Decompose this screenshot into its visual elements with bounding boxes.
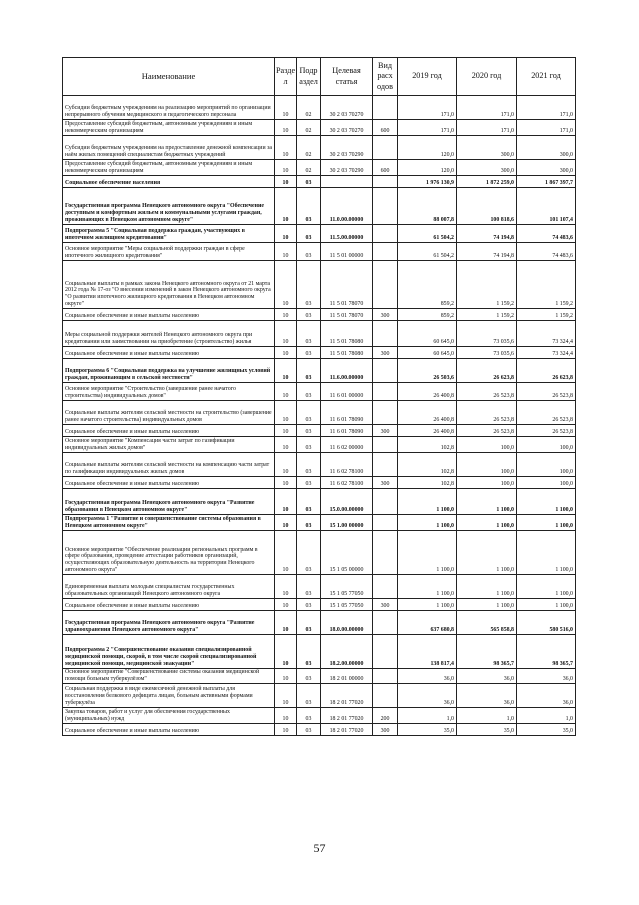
cell-year-2020: 26 623,8 bbox=[457, 359, 517, 383]
cell-year-2019: 1 976 130,9 bbox=[398, 176, 457, 188]
cell-expense-type: 300 bbox=[373, 347, 398, 359]
cell-year-2019: 26 503,6 bbox=[398, 359, 457, 383]
cell-year-2019: 26 400,8 bbox=[398, 425, 457, 437]
header-subsection: Подр аздел bbox=[297, 58, 321, 96]
cell-year-2021: 1 100,0 bbox=[517, 575, 576, 599]
cell-name: Подпрограмма 5 "Социальная поддержка граждан, участвующих в ипотечном жилищном кредитовании" bbox=[63, 225, 275, 243]
cell-name: Социальное обеспечение и иные выплаты населению bbox=[63, 347, 275, 359]
cell-target-article: 18.2.00.00000 bbox=[321, 635, 373, 669]
cell-expense-type bbox=[373, 136, 398, 160]
cell-year-2020: 100,0 bbox=[457, 453, 517, 477]
cell-section: 10 bbox=[275, 477, 297, 489]
cell-year-2020: 171,0 bbox=[457, 96, 517, 120]
cell-target-article: 30 2 03 70270 bbox=[321, 120, 373, 136]
table-body bbox=[63, 96, 576, 736]
cell-year-2021: 1 867 397,7 bbox=[517, 176, 576, 188]
cell-year-2021: 74 483,6 bbox=[517, 243, 576, 261]
cell-subsection: 03 bbox=[297, 683, 321, 707]
cell-subsection: 03 bbox=[297, 669, 321, 684]
cell-name: Предоставление субсидий бюджетным, автономным учреждениям и иным некоммерческим организациям bbox=[63, 120, 275, 136]
cell-expense-type: 300 bbox=[373, 309, 398, 321]
cell-year-2021: 73 324,4 bbox=[517, 321, 576, 347]
cell-section: 10 bbox=[275, 225, 297, 243]
table-row bbox=[63, 225, 576, 243]
cell-year-2019: 1 100,0 bbox=[398, 599, 457, 611]
cell-year-2019: 60 645,0 bbox=[398, 347, 457, 359]
cell-year-2019: 61 504,2 bbox=[398, 243, 457, 261]
cell-section: 10 bbox=[275, 321, 297, 347]
table-row bbox=[63, 160, 576, 176]
cell-name: Социальное обеспечение и иные выплаты населению bbox=[63, 723, 275, 735]
cell-expense-type bbox=[373, 321, 398, 347]
table-row bbox=[63, 575, 576, 599]
cell-subsection: 03 bbox=[297, 243, 321, 261]
cell-year-2020: 1 100,0 bbox=[457, 515, 517, 531]
cell-expense-type bbox=[373, 96, 398, 120]
budget-table-container bbox=[62, 57, 575, 736]
cell-name: Основное мероприятие "Обеспечение реализации региональных программ в сфере образования, проведение аттестации работников организаций, осуществляющих образовательную деятельность на территории Ненецкого автономного округа" bbox=[63, 531, 275, 575]
cell-expense-type bbox=[373, 176, 398, 188]
cell-name: Социальные выплаты жителям сельской местности на строительство (завершение ранее начатого строительства) индивидуальных домов bbox=[63, 401, 275, 425]
cell-year-2020: 73 035,6 bbox=[457, 347, 517, 359]
cell-year-2019: 88 007,8 bbox=[398, 188, 457, 225]
cell-year-2019: 102,8 bbox=[398, 477, 457, 489]
table-row bbox=[63, 635, 576, 669]
cell-year-2021: 1 100,0 bbox=[517, 489, 576, 515]
cell-year-2019: 859,2 bbox=[398, 309, 457, 321]
cell-name: Закупка товаров, работ и услуг для обеспечения государственных (муниципальных) нужд bbox=[63, 707, 275, 723]
cell-expense-type: 300 bbox=[373, 425, 398, 437]
cell-year-2019: 138 817,4 bbox=[398, 635, 457, 669]
table-row bbox=[63, 531, 576, 575]
cell-year-2020: 565 858,8 bbox=[457, 611, 517, 635]
cell-subsection: 03 bbox=[297, 225, 321, 243]
table-row bbox=[63, 401, 576, 425]
cell-subsection: 03 bbox=[297, 188, 321, 225]
cell-subsection: 02 bbox=[297, 96, 321, 120]
cell-name: Субсидии бюджетным учреждениям на реализацию мероприятий по организации непрерывного обучения медицинского и педагогического персонала bbox=[63, 96, 275, 120]
table-row bbox=[63, 515, 576, 531]
cell-expense-type bbox=[373, 243, 398, 261]
cell-year-2019: 102,8 bbox=[398, 437, 457, 453]
cell-subsection: 03 bbox=[297, 261, 321, 309]
table-row bbox=[63, 599, 576, 611]
cell-expense-type bbox=[373, 575, 398, 599]
cell-expense-type bbox=[373, 261, 398, 309]
cell-year-2019: 637 680,8 bbox=[398, 611, 457, 635]
cell-section: 10 bbox=[275, 188, 297, 225]
cell-section: 10 bbox=[275, 707, 297, 723]
cell-year-2021: 1 159,2 bbox=[517, 309, 576, 321]
cell-expense-type bbox=[373, 531, 398, 575]
cell-year-2021: 26 523,8 bbox=[517, 401, 576, 425]
cell-target-article: 15 1 05 77050 bbox=[321, 599, 373, 611]
header-section: Разде л bbox=[275, 58, 297, 96]
cell-section: 10 bbox=[275, 599, 297, 611]
cell-section: 10 bbox=[275, 635, 297, 669]
cell-year-2020: 1 100,0 bbox=[457, 599, 517, 611]
cell-subsection: 02 bbox=[297, 120, 321, 136]
cell-year-2021: 98 365,7 bbox=[517, 635, 576, 669]
table-row bbox=[63, 453, 576, 477]
cell-expense-type bbox=[373, 188, 398, 225]
cell-year-2021: 36,0 bbox=[517, 669, 576, 684]
cell-name: Основное мероприятие "Строительство (завершение ранее начатого строительства) индивидуальных домов" bbox=[63, 383, 275, 401]
cell-section: 10 bbox=[275, 611, 297, 635]
cell-expense-type bbox=[373, 359, 398, 383]
cell-year-2019: 26 400,8 bbox=[398, 401, 457, 425]
cell-expense-type: 300 bbox=[373, 477, 398, 489]
cell-target-article: 18 2 01 77020 bbox=[321, 723, 373, 735]
cell-section: 10 bbox=[275, 669, 297, 684]
cell-name: Основное мероприятие "Совершенствование системы оказания медицинской помощи больным туберкулёзом" bbox=[63, 669, 275, 684]
cell-name: Подпрограмма 1 "Развитие и совершенствование системы образования в Ненецком автономном округе" bbox=[63, 515, 275, 531]
cell-subsection: 03 bbox=[297, 359, 321, 383]
cell-name: Основное мероприятие "Компенсация части затрат по газификации индивидуальных жилых домов" bbox=[63, 437, 275, 453]
cell-subsection: 03 bbox=[297, 309, 321, 321]
cell-target-article: 11 5 01 78070 bbox=[321, 261, 373, 309]
cell-target-article: 30 2 03 70290 bbox=[321, 160, 373, 176]
cell-year-2020: 300,0 bbox=[457, 160, 517, 176]
cell-section: 10 bbox=[275, 261, 297, 309]
cell-expense-type bbox=[373, 383, 398, 401]
cell-year-2021: 100,0 bbox=[517, 453, 576, 477]
cell-section: 10 bbox=[275, 136, 297, 160]
cell-target-article: 15 1 05 77050 bbox=[321, 575, 373, 599]
cell-name: Социальные выплаты в рамках закона Ненецкого автономного округа от 21 марта 2012 года № 17-оз "О внесении изменений в закон Ненецкого автономного округа "О развитии ипотечного жилищного кредитования в Ненецком автономном округе" bbox=[63, 261, 275, 309]
cell-name: Предоставление субсидий бюджетным, автономным учреждениям и иным некоммерческим организациям bbox=[63, 160, 275, 176]
table-row bbox=[63, 309, 576, 321]
cell-target-article: 11 6 02 78100 bbox=[321, 453, 373, 477]
table-row bbox=[63, 425, 576, 437]
cell-expense-type: 300 bbox=[373, 599, 398, 611]
cell-expense-type bbox=[373, 611, 398, 635]
header-year-2021: 2021 год bbox=[517, 58, 576, 96]
cell-year-2020: 98 365,7 bbox=[457, 635, 517, 669]
cell-target-article: 15.0.00.00000 bbox=[321, 489, 373, 515]
cell-target-article: 30 2 03 70270 bbox=[321, 96, 373, 120]
cell-section: 10 bbox=[275, 176, 297, 188]
cell-target-article: 11.0.00.00000 bbox=[321, 188, 373, 225]
cell-target-article: 18 2 01 77020 bbox=[321, 707, 373, 723]
cell-name: Единовременная выплата молодым специалистам государственных образовательных организаций Ненецкого автономного округа bbox=[63, 575, 275, 599]
cell-expense-type bbox=[373, 225, 398, 243]
cell-target-article: 11.5.00.00000 bbox=[321, 225, 373, 243]
cell-subsection: 02 bbox=[297, 136, 321, 160]
cell-subsection: 03 bbox=[297, 515, 321, 531]
cell-year-2020: 100 818,6 bbox=[457, 188, 517, 225]
cell-year-2020: 1 100,0 bbox=[457, 575, 517, 599]
cell-target-article: 15 1 05 00000 bbox=[321, 531, 373, 575]
cell-year-2021: 35,0 bbox=[517, 723, 576, 735]
cell-year-2020: 36,0 bbox=[457, 669, 517, 684]
cell-expense-type bbox=[373, 635, 398, 669]
cell-year-2019: 120,0 bbox=[398, 160, 457, 176]
cell-name: Социальное обеспечение и иные выплаты населению bbox=[63, 309, 275, 321]
cell-expense-type bbox=[373, 437, 398, 453]
cell-year-2021: 580 516,0 bbox=[517, 611, 576, 635]
cell-expense-type bbox=[373, 401, 398, 425]
cell-year-2019: 102,8 bbox=[398, 453, 457, 477]
cell-target-article: 18.0.00.00000 bbox=[321, 611, 373, 635]
cell-name: Подпрограмма 2 "Совершенствование оказания специализированной медицинской помощи, скорой, в том числе скорой специализированной медицинской помощи, медицинской эвакуации" bbox=[63, 635, 275, 669]
cell-year-2019: 60 645,0 bbox=[398, 321, 457, 347]
table-row bbox=[63, 477, 576, 489]
header-target-article: Целевая статья bbox=[321, 58, 373, 96]
table-row bbox=[63, 96, 576, 120]
cell-year-2021: 1,0 bbox=[517, 707, 576, 723]
cell-year-2020: 171,0 bbox=[457, 120, 517, 136]
table-row bbox=[63, 261, 576, 309]
table-row bbox=[63, 683, 576, 707]
cell-section: 10 bbox=[275, 489, 297, 515]
cell-year-2021: 101 107,4 bbox=[517, 188, 576, 225]
cell-section: 10 bbox=[275, 359, 297, 383]
cell-name: Подпрограмма 6 "Социальная поддержка на улучшение жилищных условий граждан, проживающим в сельской местности" bbox=[63, 359, 275, 383]
cell-year-2021: 300,0 bbox=[517, 160, 576, 176]
cell-year-2020: 1 100,0 bbox=[457, 531, 517, 575]
table-header-row bbox=[63, 58, 576, 96]
cell-section: 10 bbox=[275, 120, 297, 136]
cell-subsection: 03 bbox=[297, 176, 321, 188]
cell-target-article: 11 6 02 00000 bbox=[321, 437, 373, 453]
cell-year-2021: 171,0 bbox=[517, 96, 576, 120]
cell-expense-type bbox=[373, 489, 398, 515]
cell-year-2020: 74 194,8 bbox=[457, 243, 517, 261]
cell-target-article: 11.6.00.00000 bbox=[321, 359, 373, 383]
cell-section: 10 bbox=[275, 309, 297, 321]
cell-subsection: 03 bbox=[297, 477, 321, 489]
cell-year-2020: 1,0 bbox=[457, 707, 517, 723]
page-number: 57 bbox=[313, 841, 326, 855]
cell-target-article: 30 2 03 70290 bbox=[321, 136, 373, 160]
cell-section: 10 bbox=[275, 243, 297, 261]
cell-section: 10 bbox=[275, 515, 297, 531]
cell-year-2021: 100,0 bbox=[517, 437, 576, 453]
cell-subsection: 03 bbox=[297, 635, 321, 669]
cell-section: 10 bbox=[275, 575, 297, 599]
cell-expense-type: 200 bbox=[373, 707, 398, 723]
cell-year-2020: 1 159,2 bbox=[457, 309, 517, 321]
cell-section: 10 bbox=[275, 683, 297, 707]
cell-subsection: 03 bbox=[297, 489, 321, 515]
header-year-2019: 2019 год bbox=[398, 58, 457, 96]
cell-year-2020: 26 523,8 bbox=[457, 401, 517, 425]
cell-target-article bbox=[321, 176, 373, 188]
cell-target-article: 11 5 01 78080 bbox=[321, 347, 373, 359]
cell-year-2020: 26 523,8 bbox=[457, 425, 517, 437]
table-row bbox=[63, 611, 576, 635]
cell-target-article: 11 6 01 78090 bbox=[321, 425, 373, 437]
header-name: Наименование bbox=[63, 58, 275, 96]
cell-year-2021: 1 159,2 bbox=[517, 261, 576, 309]
cell-subsection: 03 bbox=[297, 383, 321, 401]
cell-year-2019: 1 100,0 bbox=[398, 515, 457, 531]
cell-year-2020: 1 872 259,0 bbox=[457, 176, 517, 188]
cell-year-2019: 1 100,0 bbox=[398, 575, 457, 599]
cell-subsection: 03 bbox=[297, 531, 321, 575]
cell-name: Социальные выплаты жителям сельской местности на компенсацию части затрат по газификации индивидуальных жилых домов bbox=[63, 453, 275, 477]
cell-subsection: 03 bbox=[297, 599, 321, 611]
cell-section: 10 bbox=[275, 401, 297, 425]
cell-expense-type bbox=[373, 683, 398, 707]
cell-year-2021: 1 100,0 bbox=[517, 531, 576, 575]
cell-target-article: 18 2 01 77020 bbox=[321, 683, 373, 707]
cell-target-article: 11 5 01 00000 bbox=[321, 243, 373, 261]
cell-name: Субсидии бюджетным учреждениям на предоставление денежной компенсации за наём жилых помещений специалистам бюджетных учреждений bbox=[63, 136, 275, 160]
cell-name: Государственная программа Ненецкого автономного округа "Развитие образования в Ненецком автономном округе" bbox=[63, 489, 275, 515]
cell-subsection: 03 bbox=[297, 611, 321, 635]
table-row bbox=[63, 136, 576, 160]
cell-year-2019: 36,0 bbox=[398, 669, 457, 684]
cell-year-2019: 859,2 bbox=[398, 261, 457, 309]
table-row bbox=[63, 437, 576, 453]
cell-year-2019: 1 100,0 bbox=[398, 531, 457, 575]
table-row bbox=[63, 176, 576, 188]
cell-year-2020: 35,0 bbox=[457, 723, 517, 735]
cell-name: Государственная программа Ненецкого автономного округа "Развитие здравоохранения Ненецкого автономного округа" bbox=[63, 611, 275, 635]
cell-section: 10 bbox=[275, 437, 297, 453]
cell-year-2019: 120,0 bbox=[398, 136, 457, 160]
cell-section: 10 bbox=[275, 723, 297, 735]
table-row bbox=[63, 489, 576, 515]
cell-target-article: 15 1.00 00000 bbox=[321, 515, 373, 531]
header-expense-type: Вид расх одов bbox=[373, 58, 398, 96]
table-row bbox=[63, 347, 576, 359]
cell-year-2021: 26 523,8 bbox=[517, 383, 576, 401]
cell-name: Меры социальной поддержки жителей Ненецкого автономного округа при кредитовании или заимствовании на приобретение (строительство) жилья bbox=[63, 321, 275, 347]
cell-section: 10 bbox=[275, 96, 297, 120]
budget-table bbox=[62, 57, 576, 736]
cell-subsection: 03 bbox=[297, 425, 321, 437]
table-row bbox=[63, 321, 576, 347]
cell-year-2021: 1 100,0 bbox=[517, 599, 576, 611]
cell-target-article: 18 2 01 00000 bbox=[321, 669, 373, 684]
cell-year-2021: 26 623,8 bbox=[517, 359, 576, 383]
cell-target-article: 11 6 02 78100 bbox=[321, 477, 373, 489]
cell-subsection: 02 bbox=[297, 160, 321, 176]
cell-year-2020: 100,0 bbox=[457, 477, 517, 489]
cell-subsection: 03 bbox=[297, 401, 321, 425]
cell-year-2019: 171,0 bbox=[398, 120, 457, 136]
cell-name: Социальное обеспечение населения bbox=[63, 176, 275, 188]
cell-year-2020: 1 100,0 bbox=[457, 489, 517, 515]
cell-target-article: 11 5 01 78070 bbox=[321, 309, 373, 321]
cell-expense-type bbox=[373, 515, 398, 531]
cell-subsection: 03 bbox=[297, 707, 321, 723]
cell-expense-type bbox=[373, 453, 398, 477]
cell-year-2020: 300,0 bbox=[457, 136, 517, 160]
table-row bbox=[63, 188, 576, 225]
cell-name: Социальное обеспечение и иные выплаты населению bbox=[63, 425, 275, 437]
cell-section: 10 bbox=[275, 531, 297, 575]
cell-section: 10 bbox=[275, 160, 297, 176]
table-row bbox=[63, 707, 576, 723]
cell-year-2021: 300,0 bbox=[517, 136, 576, 160]
cell-subsection: 03 bbox=[297, 575, 321, 599]
cell-expense-type: 600 bbox=[373, 120, 398, 136]
cell-target-article: 11 6 01 00000 bbox=[321, 383, 373, 401]
cell-subsection: 03 bbox=[297, 321, 321, 347]
cell-expense-type bbox=[373, 669, 398, 684]
cell-year-2021: 36,0 bbox=[517, 683, 576, 707]
cell-year-2021: 73 324,4 bbox=[517, 347, 576, 359]
cell-section: 10 bbox=[275, 453, 297, 477]
cell-year-2021: 1 100,0 bbox=[517, 515, 576, 531]
cell-subsection: 03 bbox=[297, 453, 321, 477]
cell-year-2020: 26 523,8 bbox=[457, 383, 517, 401]
cell-year-2019: 171,0 bbox=[398, 96, 457, 120]
table-row bbox=[63, 669, 576, 684]
cell-year-2020: 36,0 bbox=[457, 683, 517, 707]
cell-name: Социальное обеспечение и иные выплаты населению bbox=[63, 477, 275, 489]
cell-section: 10 bbox=[275, 347, 297, 359]
table-row bbox=[63, 243, 576, 261]
cell-section: 10 bbox=[275, 383, 297, 401]
cell-year-2020: 73 035,6 bbox=[457, 321, 517, 347]
cell-target-article: 11 6 01 78090 bbox=[321, 401, 373, 425]
cell-year-2019: 1 100,0 bbox=[398, 489, 457, 515]
cell-year-2021: 26 523,8 bbox=[517, 425, 576, 437]
cell-year-2020: 1 159,2 bbox=[457, 261, 517, 309]
cell-name: Социальное обеспечение и иные выплаты населению bbox=[63, 599, 275, 611]
cell-section: 10 bbox=[275, 425, 297, 437]
cell-year-2019: 35,0 bbox=[398, 723, 457, 735]
cell-year-2020: 100,0 bbox=[457, 437, 517, 453]
cell-subsection: 03 bbox=[297, 723, 321, 735]
cell-year-2021: 171,0 bbox=[517, 120, 576, 136]
table-row bbox=[63, 723, 576, 735]
cell-year-2019: 1,0 bbox=[398, 707, 457, 723]
table-row bbox=[63, 120, 576, 136]
cell-name: Государственная программа Ненецкого автономного округа "Обеспечение доступным и комфортным жильем и коммунальными услугами граждан, проживающих в Ненецком автономном округе" bbox=[63, 188, 275, 225]
table-row bbox=[63, 359, 576, 383]
cell-name: Социальная поддержка в виде ежемесячной денежной выплаты для восстановления белкового дефицита лицам, больным активными формами туберкулёза bbox=[63, 683, 275, 707]
header-year-2020: 2020 год bbox=[457, 58, 517, 96]
cell-year-2021: 100,0 bbox=[517, 477, 576, 489]
cell-target-article: 11 5 01 78080 bbox=[321, 321, 373, 347]
cell-expense-type: 600 bbox=[373, 160, 398, 176]
cell-subsection: 03 bbox=[297, 347, 321, 359]
cell-year-2019: 26 400,8 bbox=[398, 383, 457, 401]
table-row bbox=[63, 383, 576, 401]
cell-name: Основное мероприятие "Меры социальной поддержки граждан в сфере ипотечного жилищного кредитования" bbox=[63, 243, 275, 261]
cell-subsection: 03 bbox=[297, 437, 321, 453]
cell-year-2021: 74 483,6 bbox=[517, 225, 576, 243]
cell-expense-type: 300 bbox=[373, 723, 398, 735]
cell-year-2019: 36,0 bbox=[398, 683, 457, 707]
cell-year-2020: 74 194,8 bbox=[457, 225, 517, 243]
cell-year-2019: 61 504,2 bbox=[398, 225, 457, 243]
